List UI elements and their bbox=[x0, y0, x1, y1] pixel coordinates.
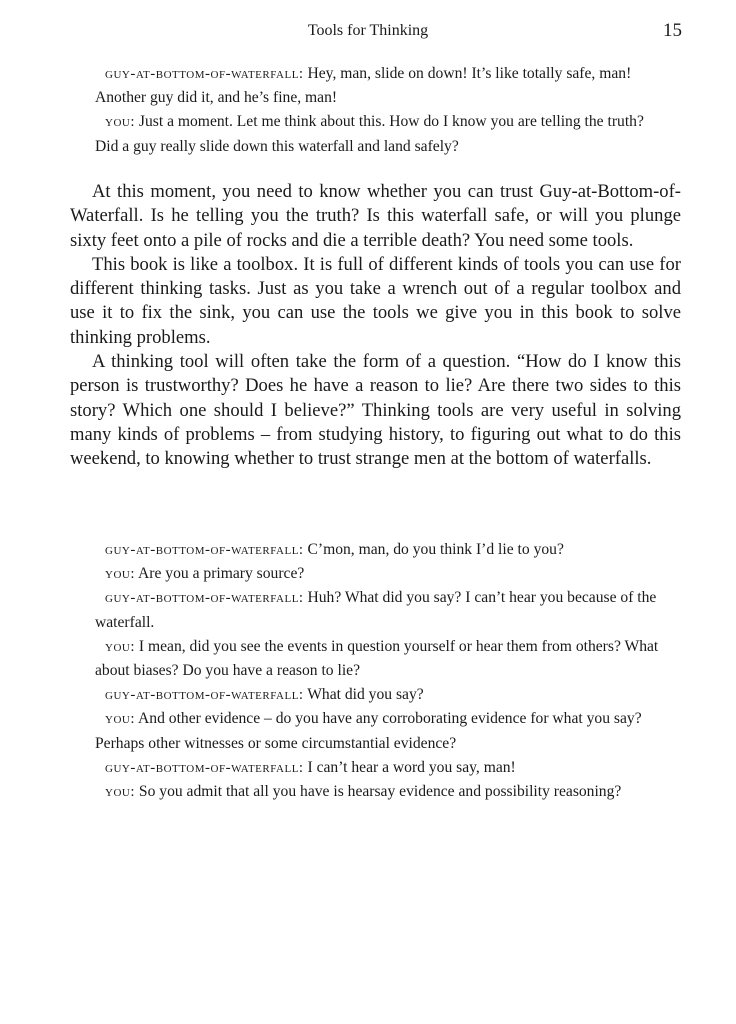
dialogue-text: I can’t hear a word you say, man! bbox=[303, 758, 516, 776]
body-text bbox=[70, 180, 681, 472]
speaker-label: you: bbox=[105, 784, 135, 801]
dialogue-line bbox=[95, 586, 663, 634]
dialogue-line bbox=[95, 62, 663, 110]
dialogue-text: Are you a primary source? bbox=[135, 565, 305, 583]
paragraph: This book is like a toolbox. It is full of different kinds of tools you can use for different thinking tasks. Just as you take a wrench out of a regular toolbox and use it to fix the sink, you can use the tools we give you in this book to solve thinking problems. bbox=[70, 253, 681, 348]
speaker-label: guy-at-bottom-of-waterfall: bbox=[105, 66, 304, 82]
dialogue-line bbox=[95, 683, 663, 707]
dialogue-text: And other evidence – do you have any corroborating evidence for what you say? Perhaps other witnesses or some circumstantial evidence? bbox=[95, 710, 642, 752]
speaker-label: you: bbox=[105, 638, 135, 655]
dialogue-text: C’mon, man, do you think I’d lie to you? bbox=[303, 541, 564, 558]
dialogue-text: So you admit that all you have is hearsay evidence and possibility reasoning? bbox=[135, 783, 622, 801]
speaker-label: you: bbox=[105, 114, 135, 131]
dialogue-text: What did you say? bbox=[303, 686, 424, 704]
dialogue-line bbox=[95, 756, 663, 780]
running-head bbox=[0, 20, 736, 46]
dialogue-line bbox=[95, 635, 663, 683]
dialogue-line bbox=[95, 780, 663, 804]
dialogue-text: I mean, did you see the events in question yourself or hear them from others? What about biases? Do you have a reason to lie? bbox=[95, 637, 659, 680]
dialogue-text: Just a moment. Let me think about this. How do I know you are telling the truth? Did a guy really slide down this waterfall and land safely? bbox=[95, 113, 644, 155]
speaker-label: guy-at-bottom-of-waterfall: bbox=[105, 590, 304, 607]
running-title: Tools for Thinking bbox=[307, 22, 429, 39]
speaker-label: you: bbox=[105, 566, 135, 583]
paragraph: At this moment, you need to know whether you can trust Guy-at-Bottom-of-Waterfall. Is he telling you the truth? Is this waterfall safe, or will you plunge sixty feet onto a pile of rocks and die a terrible death? You need some tools. bbox=[70, 181, 681, 251]
dialogue-line bbox=[95, 110, 663, 158]
dialogue-line bbox=[95, 562, 663, 586]
dialogue-text: Hey, man, slide on down! It’s like totally safe, man! Another guy did it, and he’s fine, man! bbox=[95, 65, 632, 107]
dialogue-line bbox=[95, 707, 663, 755]
page-number: 15 bbox=[663, 20, 682, 41]
dialogue-line bbox=[95, 538, 663, 562]
speaker-label: you: bbox=[105, 711, 135, 728]
speaker-label: guy-at-bottom-of-waterfall: bbox=[105, 687, 304, 704]
dialogue-block-top bbox=[95, 62, 663, 159]
dialogue-block-bottom bbox=[95, 538, 663, 804]
paragraph: A thinking tool will often take the form of a question. “How do I know this person is trustworthy? Does he have a reason to lie? Are there two sides to this story? Which one should I believe?” Thinking tools are very useful in solving many kinds of problems – from studying history, to figuring out what to do this weekend, to knowing whether to trust strange men at the bottom of waterfalls. bbox=[70, 351, 681, 470]
speaker-label: guy-at-bottom-of-waterfall: bbox=[105, 542, 304, 558]
dialogue-text: Huh? What did you say? I can’t hear you because of the waterfall. bbox=[95, 589, 657, 631]
speaker-label: guy-at-bottom-of-waterfall: bbox=[105, 759, 304, 776]
